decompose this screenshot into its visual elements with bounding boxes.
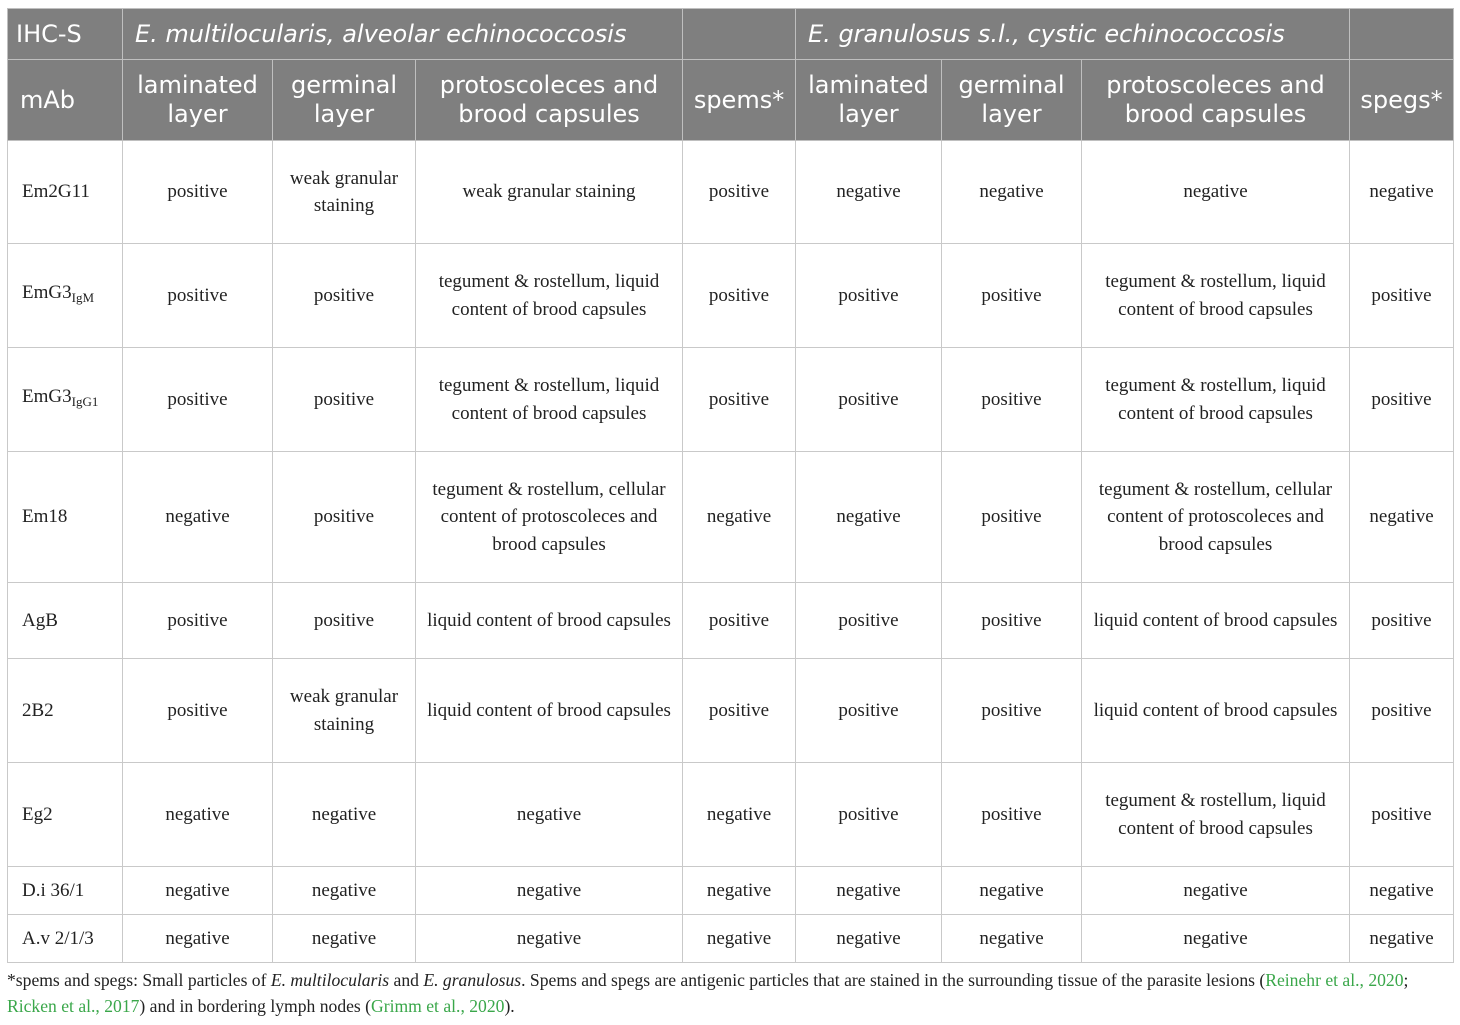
mab-cell <box>8 915 123 963</box>
result-cell: negative <box>123 452 273 583</box>
mab-name: A.v 2/1/3 <box>22 927 94 949</box>
result-cell: positive <box>683 244 796 348</box>
result-cell: tegument & rostellum, liquid content of brood capsules <box>1082 348 1350 452</box>
result-cell: liquid content of brood capsules <box>1082 583 1350 659</box>
result-cell: weak granular staining <box>273 141 416 244</box>
table-footnote <box>7 967 1455 1019</box>
result-cell: negative <box>123 763 273 867</box>
result-cell: positive <box>796 763 942 867</box>
result-cell: positive <box>123 659 273 763</box>
result-cell: positive <box>683 659 796 763</box>
table-row <box>8 659 1454 763</box>
footnote-species: E. granulosus <box>423 970 522 990</box>
group-header-empty <box>1350 9 1454 60</box>
result-cell: tegument & rostellum, liquid content of brood capsules <box>416 348 683 452</box>
result-cell: positive <box>683 348 796 452</box>
mab-name: EmG3 <box>22 282 72 304</box>
result-cell: negative <box>1082 141 1350 244</box>
result-cell: positive <box>683 583 796 659</box>
result-cell: tegument & rostellum, liquid content of brood capsules <box>1082 763 1350 867</box>
result-cell: negative <box>123 867 273 915</box>
result-cell: negative <box>273 763 416 867</box>
result-cell: positive <box>942 659 1082 763</box>
result-cell: positive <box>942 763 1082 867</box>
column-header: protoscoleces and brood capsules <box>416 60 683 141</box>
result-cell: negative <box>683 915 796 963</box>
result-cell: negative <box>683 763 796 867</box>
column-header-mab: mAb <box>8 60 123 141</box>
table-row <box>8 141 1454 244</box>
result-cell: positive <box>942 452 1082 583</box>
result-cell: positive <box>1350 583 1454 659</box>
group-header-empty <box>683 9 796 60</box>
mab-name: D.i 36/1 <box>22 879 85 901</box>
corner-header: IHC-S <box>8 9 123 60</box>
result-cell: negative <box>273 915 416 963</box>
result-cell: positive <box>796 244 942 348</box>
mab-name: Em2G11 <box>22 181 90 203</box>
result-cell: negative <box>416 763 683 867</box>
table-row <box>8 452 1454 583</box>
footnote-text: ). <box>504 996 515 1016</box>
result-cell: negative <box>683 452 796 583</box>
mab-isotype: IgM <box>71 290 94 306</box>
result-cell: negative <box>1350 867 1454 915</box>
result-cell: positive <box>123 348 273 452</box>
result-cell: positive <box>273 244 416 348</box>
result-cell: positive <box>683 141 796 244</box>
result-cell: weak granular staining <box>273 659 416 763</box>
table-row <box>8 583 1454 659</box>
mab-cell <box>8 244 123 348</box>
reference-link[interactable]: Reinehr et al., 2020 <box>1265 970 1404 990</box>
result-cell: negative <box>273 867 416 915</box>
footnote-text: . Spems and spegs are antigenic particles that are stained in the surrounding tissue of the parasite lesions ( <box>521 970 1266 990</box>
result-cell: negative <box>1350 915 1454 963</box>
result-cell: negative <box>796 141 942 244</box>
reference-link[interactable]: Ricken et al., 2017 <box>7 996 140 1016</box>
result-cell: negative <box>942 867 1082 915</box>
result-cell: tegument & rostellum, cellular content of protoscoleces and brood capsules <box>416 452 683 583</box>
footnote-text: ) and in bordering lymph nodes ( <box>139 996 372 1016</box>
result-cell: positive <box>796 659 942 763</box>
group-header-granulosus: E. granulosus s.l., cystic echinococcosis <box>796 9 1350 60</box>
mab-cell <box>8 348 123 452</box>
result-cell: positive <box>942 348 1082 452</box>
mab-name: Eg2 <box>22 803 53 825</box>
result-cell: negative <box>1082 867 1350 915</box>
table-row <box>8 348 1454 452</box>
result-cell: positive <box>123 583 273 659</box>
mab-cell <box>8 867 123 915</box>
result-cell: tegument & rostellum, liquid content of brood capsules <box>1082 244 1350 348</box>
result-cell: positive <box>1350 348 1454 452</box>
mab-cell <box>8 141 123 244</box>
result-cell: positive <box>123 141 273 244</box>
result-cell: positive <box>273 452 416 583</box>
result-cell: tegument & rostellum, liquid content of brood capsules <box>416 244 683 348</box>
result-cell: negative <box>416 915 683 963</box>
result-cell: negative <box>1350 452 1454 583</box>
result-cell: positive <box>796 348 942 452</box>
result-cell: weak granular staining <box>416 141 683 244</box>
result-cell: negative <box>1082 915 1350 963</box>
header-row-columns <box>8 60 1454 141</box>
result-cell: negative <box>942 141 1082 244</box>
table-body <box>8 141 1454 963</box>
ihc-results-table <box>7 8 1454 963</box>
mab-isotype: IgG1 <box>71 394 99 410</box>
result-cell: positive <box>1350 659 1454 763</box>
result-cell: negative <box>683 867 796 915</box>
column-header: germinal layer <box>273 60 416 141</box>
result-cell: liquid content of brood capsules <box>1082 659 1350 763</box>
result-cell: negative <box>796 915 942 963</box>
mab-name: Em18 <box>22 506 68 528</box>
footnote-text: *spems and spegs: Small particles of <box>7 970 271 990</box>
footnote-text: and <box>389 970 424 990</box>
footnote-species: E. multilocularis <box>270 970 390 990</box>
result-cell: positive <box>796 583 942 659</box>
result-cell: negative <box>796 867 942 915</box>
result-cell: negative <box>416 867 683 915</box>
result-cell: negative <box>123 915 273 963</box>
mab-cell <box>8 659 123 763</box>
result-cell: positive <box>123 244 273 348</box>
table-row <box>8 244 1454 348</box>
column-header: laminated layer <box>123 60 273 141</box>
column-header: protoscoleces and brood capsules <box>1082 60 1350 141</box>
result-cell: positive <box>1350 763 1454 867</box>
column-header: spems* <box>683 60 796 141</box>
result-cell: liquid content of brood capsules <box>416 659 683 763</box>
result-cell: liquid content of brood capsules <box>416 583 683 659</box>
result-cell: tegument & rostellum, cellular content of protoscoleces and brood capsules <box>1082 452 1350 583</box>
header-row-groups <box>8 9 1454 60</box>
mab-cell <box>8 763 123 867</box>
reference-link[interactable]: Grimm et al., 2020 <box>371 996 505 1016</box>
table-row <box>8 867 1454 915</box>
result-cell: negative <box>796 452 942 583</box>
result-cell: positive <box>1350 244 1454 348</box>
result-cell: negative <box>942 915 1082 963</box>
result-cell: positive <box>273 348 416 452</box>
mab-name: 2B2 <box>22 699 54 721</box>
result-cell: positive <box>942 583 1082 659</box>
column-header: laminated layer <box>796 60 942 141</box>
mab-name: EmG3 <box>22 386 72 408</box>
result-cell: negative <box>1350 141 1454 244</box>
mab-cell <box>8 452 123 583</box>
column-header: spegs* <box>1350 60 1454 141</box>
mab-cell <box>8 583 123 659</box>
mab-name: AgB <box>22 609 58 631</box>
table-row <box>8 763 1454 867</box>
group-header-multilocularis: E. multilocularis, alveolar echinococcosis <box>123 9 683 60</box>
footnote-text: ; <box>1403 970 1409 990</box>
result-cell: positive <box>273 583 416 659</box>
result-cell: positive <box>942 244 1082 348</box>
table-container <box>7 8 1453 963</box>
column-header: germinal layer <box>942 60 1082 141</box>
table-row <box>8 915 1454 963</box>
